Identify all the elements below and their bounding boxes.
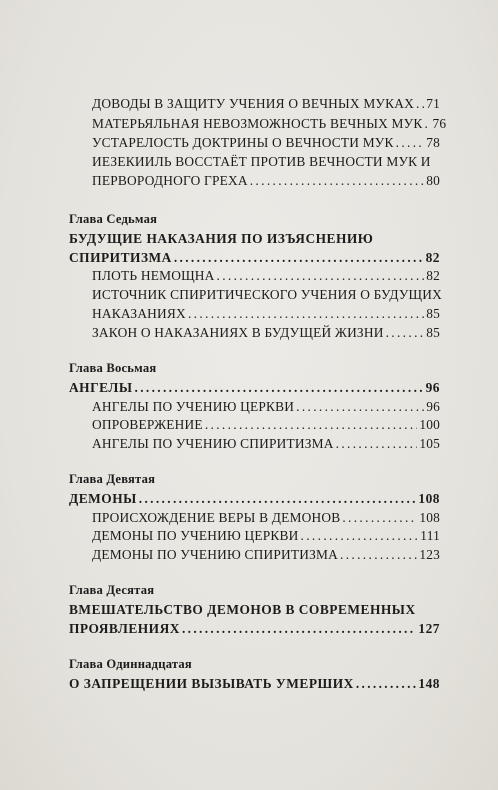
dot-leader	[182, 621, 416, 637]
entry-page: 85	[426, 325, 440, 340]
chapter-heading: Глава Десятая	[69, 583, 155, 597]
chapter-title-line1: ВМЕШАТЕЛЬСТВО ДЕМОНОВ В СОВРЕМЕННЫХ	[69, 602, 416, 617]
chapter-title: ДЕМОНЫ	[69, 491, 137, 506]
entry-page: 76	[432, 116, 447, 131]
chapter-page: 96	[425, 380, 440, 395]
chapter-title: АНГЕЛЫ	[69, 380, 133, 395]
entry-page: 80	[426, 173, 440, 188]
dot-leader	[205, 417, 418, 433]
toc-entry	[92, 96, 440, 112]
toc-entry	[92, 325, 440, 341]
chapter-heading: Глава Девятая	[69, 472, 156, 486]
chapter-page: 127	[418, 621, 440, 636]
dot-leader	[135, 380, 424, 396]
dot-leader	[174, 250, 424, 266]
dot-leader	[386, 325, 425, 341]
chapter-heading: Глава Одиннадцатая	[69, 657, 192, 671]
entry-page: 96	[426, 399, 440, 414]
entry-title: АНГЕЛЫ ПО УЧЕНИЮ ЦЕРКВИ	[92, 399, 295, 414]
toc-entry	[92, 547, 440, 563]
dot-leader	[296, 399, 424, 415]
entry-page: 111	[420, 528, 440, 543]
entry-title: НАКАЗАНИЯХ	[92, 306, 186, 321]
entry-title-line1: ИСТОЧНИК СПИРИТИЧЕСКОГО УЧЕНИЯ О БУДУЩИХ	[92, 287, 442, 302]
toc-entry	[92, 510, 440, 526]
dot-leader	[188, 306, 424, 322]
entry-title: МАТЕРЬЯЛЬНАЯ НЕВОЗМОЖНОСТЬ ВЕЧНЫХ МУК	[92, 116, 423, 131]
toc-entry	[92, 528, 440, 544]
entry-page: 82	[426, 268, 440, 283]
chapter-entry	[69, 250, 440, 266]
chapter-title: СПИРИТИЗМА	[69, 250, 172, 265]
entry-title: ДЕМОНЫ ПО УЧЕНИЮ СПИРИТИЗМА	[92, 547, 339, 562]
chapter-entry	[69, 621, 440, 637]
entry-page: 108	[419, 510, 440, 525]
dot-leader	[424, 116, 430, 132]
dot-leader	[217, 268, 425, 284]
entry-page: 85	[426, 306, 440, 321]
entry-title: ОПРОВЕРЖЕНИЕ	[92, 417, 203, 432]
chapter-heading: Глава Седьмая	[69, 212, 158, 226]
toc-entry	[92, 268, 440, 284]
chapter-entry	[69, 380, 440, 396]
dot-leader	[336, 436, 418, 452]
toc-entry	[92, 135, 440, 151]
chapter-heading: Глава Восьмая	[69, 361, 157, 375]
chapter-page: 108	[418, 491, 440, 506]
entry-page: 78	[426, 135, 440, 150]
dot-leader	[416, 96, 424, 112]
dot-leader	[250, 173, 424, 189]
toc-entry	[92, 436, 440, 452]
entry-title: ДОВОДЫ В ЗАЩИТУ УЧЕНИЯ О ВЕЧНЫХ МУКАХ	[92, 96, 414, 111]
entry-page: 71	[426, 96, 440, 111]
chapter-page: 148	[418, 676, 440, 691]
chapter-title: ПРОЯВЛЕНИЯХ	[69, 621, 180, 636]
dot-leader	[396, 135, 425, 151]
chapter-title: О ЗАПРЕЩЕНИИ ВЫЗЫВАТЬ УМЕРШИХ	[69, 676, 354, 691]
entry-title: ДЕМОНЫ ПО УЧЕНИЮ ЦЕРКВИ	[92, 528, 299, 543]
entry-title: ПРОИСХОЖДЕНИЕ ВЕРЫ В ДЕМОНОВ	[92, 510, 341, 525]
toc-entry	[92, 306, 440, 322]
dot-leader	[139, 491, 417, 507]
chapter-page: 82	[425, 250, 440, 265]
chapter-title-line1: БУДУЩИЕ НАКАЗАНИЯ ПО ИЗЪЯСНЕНИЮ	[69, 231, 374, 246]
entry-page: 105	[419, 436, 440, 451]
chapter-entry	[69, 676, 440, 692]
dot-leader	[340, 547, 417, 563]
dot-leader	[342, 510, 417, 526]
entry-title: ПЕРВОРОДНОГО ГРЕХА	[92, 173, 248, 188]
toc-entry	[92, 417, 440, 433]
entry-title: УСТАРЕЛОСТЬ ДОКТРИНЫ О ВЕЧНОСТИ МУК	[92, 135, 394, 150]
entry-title-line1: ИЕЗЕКИИЛЬ ВОССТАЁТ ПРОТИВ ВЕЧНОСТИ МУК И	[92, 154, 431, 169]
toc-entry	[92, 399, 440, 415]
entry-title: ЗАКОН О НАКАЗАНИЯХ В БУДУЩЕЙ ЖИЗНИ	[92, 325, 384, 340]
entry-page: 100	[419, 417, 440, 432]
entry-title: АНГЕЛЫ ПО УЧЕНИЮ СПИРИТИЗМА	[92, 436, 334, 451]
chapter-entry	[69, 491, 440, 507]
toc-entry	[92, 116, 447, 132]
dot-leader	[356, 676, 417, 692]
dot-leader	[301, 528, 419, 544]
toc-entry	[92, 173, 440, 189]
entry-title: ПЛОТЬ НЕМОЩНА	[92, 268, 215, 283]
entry-page: 123	[419, 547, 440, 562]
